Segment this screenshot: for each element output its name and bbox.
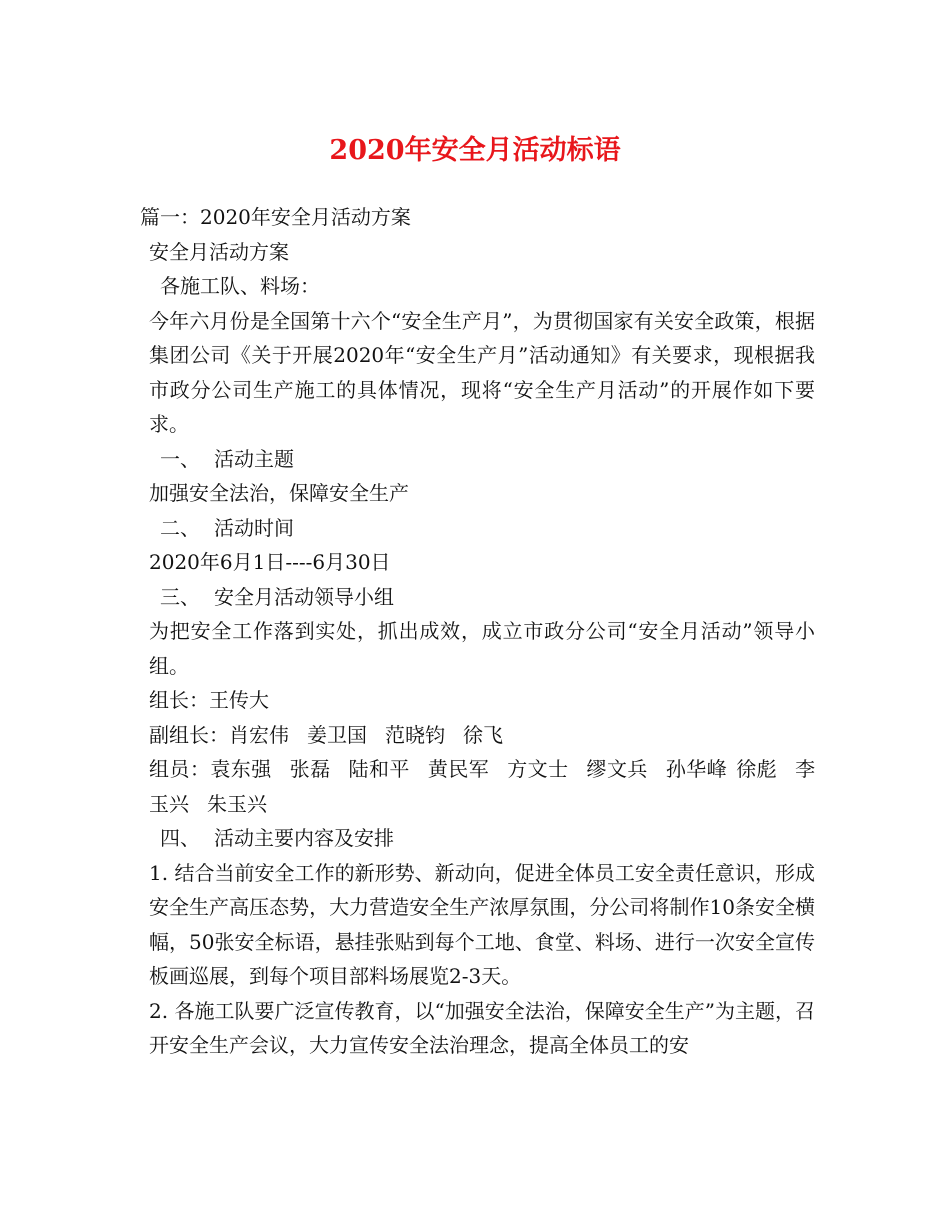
deputy-line [140,718,815,753]
document-body [140,200,815,1063]
deputy-name: 姜卫国 [307,722,367,747]
recipients-line: 各施工队、料场： [160,274,320,298]
section-body-2: 2020年6月1日----6月30日 [149,550,391,574]
section-title-4: 活动主要内容及安排 [214,826,394,850]
section-title-2: 活动时间 [214,515,294,540]
section-heading-2 [140,511,815,546]
section-number-2: 二、 [160,515,200,540]
members-label: 组员： [149,757,211,781]
section-body-3: 为把安全工作落到实处，抓出成效，成立市政分公司“安全月活动”领导小组。 [149,619,815,678]
intro-paragraph: 今年六月份是全国第十六个“安全生产月”，为贯彻国家有关安全政策，根据集团公司《关于开展2020年“安全生产月”活动通知》有关要求，现根据我市政分公司生产施工的具体情况，现将“安全生产月活动”的开展作如下要求。 [149,308,815,436]
member-name: 方文士 [507,757,569,781]
section-number-1: 一、 [160,446,200,471]
deputy-name: 范晓钧 [385,722,445,747]
member-name: 黄民军 [427,757,490,781]
chapter-heading: 篇一：2020年安全月活动方案 [140,205,411,229]
section-body-1: 加强安全法治，保障安全生产 [149,481,409,505]
member-name: 徐彪 [736,757,778,781]
members-line [140,752,815,821]
deputy-name: 徐飞 [463,722,503,747]
leader-line: 组长：王传大 [149,688,269,712]
member-name: 孙华峰 [665,757,728,781]
member-name: 陆和平 [348,757,410,781]
member-name: 袁东强 [210,757,272,781]
list-item-2: 2. 各施工队要广泛宣传教育，以“加强安全法治，保障安全生产”为主题，召开安全生产会议，大力宣传安全法治理念，提高全体员工的安 [149,998,815,1057]
document-title: 2020年安全月活动标语 [329,135,621,166]
member-name: 张磊 [289,757,331,781]
member-name: 李玉兴 [149,757,816,816]
section-heading-4 [140,821,815,856]
deputy-name: 肖宏伟 [229,722,289,747]
member-name: 缪文兵 [586,757,648,781]
deputy-label: 副组长： [149,722,229,747]
doc-subtitle: 安全月活动方案 [149,239,289,264]
section-heading-3 [140,580,815,615]
section-title-1: 活动主题 [214,446,294,471]
member-name: 朱玉兴 [207,791,267,816]
list-item-1: 1. 结合当前安全工作的新形势、新动向，促进全体员工安全责任意识，形成安全生产高压态势，大力营造安全生产浓厚氛围，分公司将制作10条安全横幅，50张安全标语，悬挂张贴到每个工地、食堂、料场、进行一次安全宣传板画巡展，到每个项目部料场展览2-3天。 [149,860,815,988]
section-number-4: 四、 [160,826,200,850]
section-title-3: 安全月活动领导小组 [214,584,394,609]
section-heading-1 [140,442,815,477]
section-number-3: 三、 [160,584,200,609]
